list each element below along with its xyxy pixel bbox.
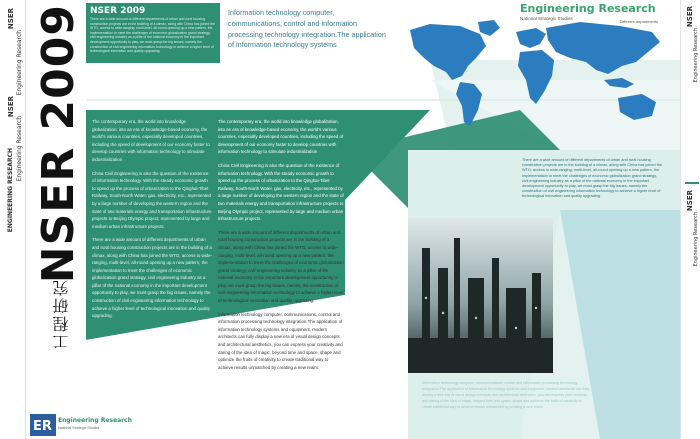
world-map	[390, 18, 675, 138]
bottom-note: Information technology computer, communications, control and information processing technology integration.The application of information technology systems and equipment, modern architects can fully display a new era of visual design concepts and architectural aesthetics, you can express your creativity and daring of the idea of magic, beyond time and space, shape and optimize the fruits of creativity to create traditional way to achieve results unmatched by creating a new realm.	[422, 381, 590, 409]
left-strip-bottom-label: ENGINEERING RESEARCH	[7, 148, 14, 233]
right-strip-bottom-sub: Engineering Research	[693, 212, 699, 267]
right-strip-top-sub: Engineering Research	[693, 28, 699, 83]
article-column-1	[92, 118, 212, 326]
right-strip-bar	[685, 182, 699, 184]
col2-paragraph-2: China Civil Engineering is also the question of the existence of information technology. With the steady economic growth to speed up the process of urbanization to the Qinghai-Tibet Railway, South-North Water, gas, electricity, etc., represented by a large number of developing the western region and the state of two materials energy and transportation infrastructure projects to Beijing Olympic project, represented by large and medium urban infrastructure projects.	[218, 162, 344, 222]
left-strip-top-sub: Engineering Research	[16, 30, 23, 96]
map-africa	[518, 50, 554, 104]
er-logo-mark	[30, 414, 56, 436]
col1-paragraph-2: China Civil Engineering is also the question of the existence of information technology. With the steady economic growth to speed up the process of urbanization to the Qinghai-Tibet Railway, South-North Water, gas, electricity, etc., represented by a large number of developing the western region and the state of two materials energy and transportation infrastructure projects to Beijing Olympic project, represented by large and medium urban infrastructure projects.	[92, 170, 212, 229]
col2-paragraph-1: The contemporary era, the world into knowledge globalization, into an era of knowledge-based economy, the world's various countries, especially developed countries, including the speed of development of our economy faster to develop countries with information technology to stimulate industrialization	[218, 119, 344, 155]
vertical-title-text: NSER 2009	[33, 4, 84, 284]
er-logo-letters: ER	[33, 419, 52, 434]
brand-subtitle: National Strategic Studies	[520, 16, 573, 21]
brand-title: Engineering Research	[520, 2, 656, 15]
header-box-title: NSER 2009	[90, 6, 146, 16]
light-2	[442, 312, 444, 314]
left-margin-strip	[0, 0, 26, 439]
col1-paragraph-1: The contemporary era, the world into knowledge globalization, into an era of knowledge-based economy, the world's various countries, especially developed countries, including the speed of development of our economy faster to develop countries with information technology to stimulate industrialization	[92, 119, 210, 162]
header-box	[86, 3, 220, 63]
pipe-band	[408, 338, 553, 373]
col2-paragraph-3: There are a wide amount of different departments of urban and rural housing construction projects are in the building of a climax, along with China has joined the WTO, access to wide-ranging, multi-level, all-round opening up a new pattern, the implementation to meet the challenges of economic globalization grand strategy, civil engineering industry as a pillar of the national economy in the important development opportunity to play, we must grasp the big issues, namely the construction of civil engineering information technology to achieve a higher level of technological innovation and quality upgrading.	[218, 229, 344, 304]
map-greenland	[478, 20, 500, 36]
map-south-america	[456, 82, 482, 126]
light-4	[515, 327, 517, 329]
right-note: There are a wide amount of different departments of urban and rural housing construction projects are in the building of a climax, along with China has joined the WTO, access to wide-ranging, multi-level, all-round opening up a new pattern, the implementation to meet the challenges of economic globalization grand strategy, civil engineering industry as a pillar of the national economy in the important development opportunity to play, we must grasp the big issues, namely the construction of civil engineering information technology to achieve a higher level of technological innovation and quality upgrading.	[522, 158, 662, 199]
map-indonesia	[604, 78, 634, 88]
logo-subtitle: National Strategic Studies	[58, 426, 100, 430]
header-text: Information technology computer, communications, control and information processing technology integration.The application of information technology systems	[228, 8, 386, 50]
left-strip-mid-label: NSER	[7, 96, 15, 118]
right-strip-bottom: NSER	[686, 190, 694, 212]
map-australia	[618, 94, 656, 120]
article-column-2	[218, 118, 344, 377]
logo-title: Engineering Research	[58, 417, 132, 424]
map-europe	[516, 28, 546, 48]
left-strip-mid-sub: Engineering Research	[16, 116, 23, 182]
light-1	[425, 297, 427, 299]
refinery-photo	[408, 218, 553, 373]
light-3	[475, 317, 477, 319]
col1-paragraph-3: There are a wide amount of different departments of urban and rural housing construction projects are in the building of a climax, along with China has joined the WTO, access to wide-ranging, multi-level, all-round opening up a new pattern, the implementation to meet the challenges of economic globalization grand strategy, civil engineering industry as a pillar of the national economy in the important development opportunity to play, we must grasp the big issues, namely the construction of civil engineering information technology to achieve a higher level of technological innovation and quality upgrading.	[92, 237, 212, 319]
map-asia	[546, 22, 660, 74]
brand-dept: Different departments	[619, 19, 658, 24]
chinese-title: 工程研究	[52, 278, 71, 350]
right-strip-top: NSER	[686, 6, 694, 28]
light-5	[535, 307, 537, 309]
header-box-body: There are a wide amount of different departments of urban and rural housing construction projects are in the building of a climax, along with China has joined the WTO, access to wide-ranging, multi-level, all-round opening up a new pattern, the implementation to meet the challenges of economic globalization grand strategy, civil engineering industry as a pillar of the national economy in the important development opportunity to play, we must grasp the big issues, namely the construction of civil engineering information technology to achieve a higher level of technological innovation and quality upgrading.	[90, 17, 215, 54]
col2-paragraph-4: Information technology computer, communications, control and information processing technology integration.The application of information technology systems and equipment, modern architects can fully display a new era of visual design concepts and architectural aesthetics, you can express your creativity and daring of the idea of magic, beyond time and space, shape and optimize the fruits of creativity to create traditional way to achieve results unmatched by creating a new realm.	[218, 311, 343, 370]
er-logo	[30, 414, 150, 438]
right-margin-strip	[680, 0, 700, 439]
map-north-america	[410, 24, 486, 80]
left-strip-top-label: NSER	[7, 8, 15, 30]
